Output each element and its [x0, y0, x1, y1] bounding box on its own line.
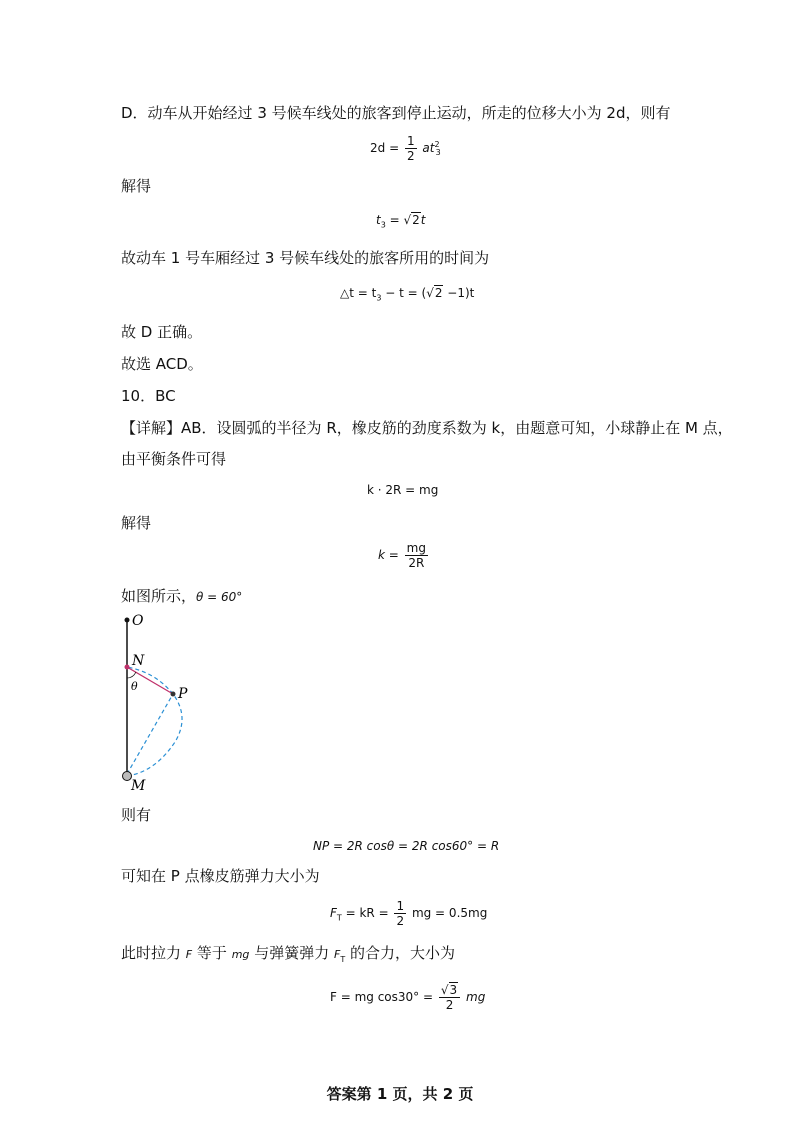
equation-7: $F_T$ = kR = $\frac{1}{2}$ mg = 0.5mg — [330, 899, 488, 928]
equation-1: 2d = $\frac{1}{2}$ $at^2_3$ — [370, 134, 441, 163]
text-jiede-1: 解得 — [121, 177, 152, 195]
equation-8: F = mg cos30° = $\frac{√3}{2}$ mg — [330, 983, 486, 1012]
text-line-time: 故动车 1 号车厢经过 3 号候车线处的旅客所用的时间为 — [121, 249, 490, 267]
text-d-correct: 故 D 正确。 — [121, 323, 203, 341]
label-P: P — [178, 686, 188, 702]
page-footer: 答案第 1 页，共 2 页 — [326, 1085, 474, 1103]
eq1-right: at — [422, 141, 435, 155]
label-N: N — [132, 653, 145, 669]
equation-3: △t = $t_3 - t = (√2 -1)t$ — [340, 286, 475, 303]
eq1-frac: $\frac{1}{2}$ — [406, 134, 415, 163]
label-theta: θ — [131, 680, 138, 693]
text-line-d: D．动车从开始经过 3 号候车线处的旅客到停止运动，所走的位移大小为 2d，则有 — [121, 104, 671, 122]
text-as-shown: 如图所示，θ = 60° — [121, 587, 243, 605]
theta-inline: θ = 60° — [196, 590, 243, 604]
text-pull-force: 此时拉力 F 等于 mg 与弹簧弹力 $F_T$ 的合力，大小为 — [121, 944, 455, 964]
equation-5: k = $\frac{mg}{2R}$ — [378, 541, 426, 570]
physics-figure — [115, 612, 195, 797]
text-jiede-2: 解得 — [121, 514, 152, 532]
equation-4: k · 2R = mg — [367, 483, 439, 497]
eq1-left: 2d = — [370, 141, 400, 155]
text-detail-ab: 【详解】AB．设圆弧的半径为 R，橡皮筋的劲度系数为 k，由题意可知，小球静止在 M 点， — [121, 419, 733, 437]
label-O: O — [132, 613, 144, 629]
equation-6: NP = 2R cosθ = 2R cos60° = R — [313, 839, 500, 853]
text-answer-10: 10．BC — [121, 387, 176, 405]
label-M: M — [131, 778, 146, 794]
text-p-point: 可知在 P 点橡皮筋弹力大小为 — [121, 867, 320, 885]
text-then: 则有 — [121, 806, 152, 824]
text-choose-acd: 故选 ACD。 — [121, 355, 203, 373]
equation-2: $t_3 = √2t$ — [376, 213, 426, 230]
text-balance: 由平衡条件可得 — [121, 450, 227, 468]
